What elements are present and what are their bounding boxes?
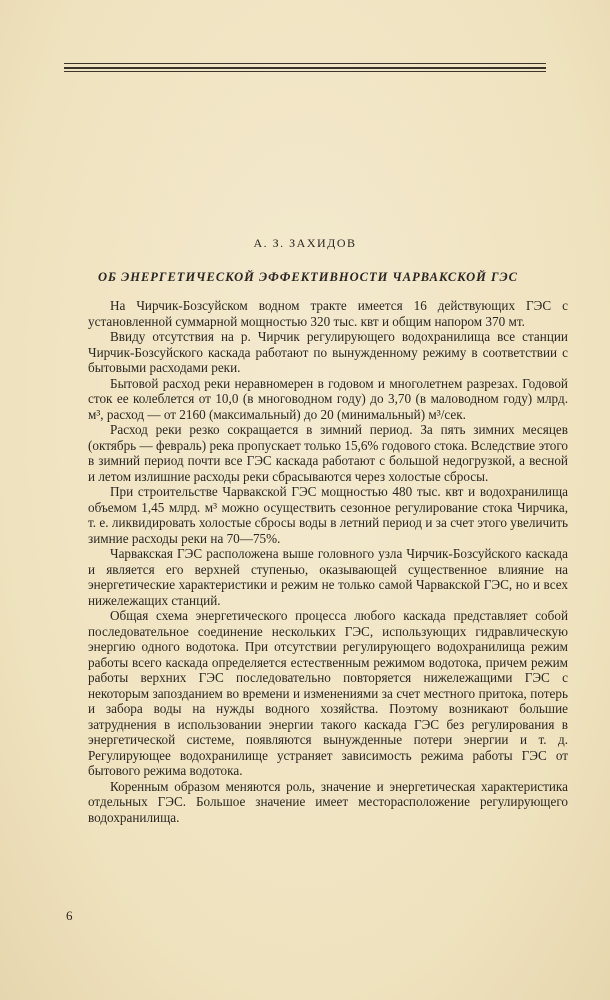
article-title: ОБ ЭНЕРГЕТИЧЕСКОЙ ЭФФЕКТИВНОСТИ ЧАРВАКСКОЙ ГЭС (98, 270, 518, 284)
paragraph: Бытовой расход реки неравномерен в годовом и многолетнем разрезах. Годовой сток ее колеблется от 10,0 (в многоводном году) до 3,70 (в маловодном году) млрд. м³, расход — от 2160 (максимальный) до 20 (минимальный) м³/сек. (88, 375, 568, 422)
paragraph: При строительстве Чарвакской ГЭС мощностью 480 тыс. квт и водохранилища объемом 1,45 млрд. м³ можно осуществить сезонное регулирование стока Чирчика, т. е. ликвидировать холостые сбросы воды в летний период и за счет этого увеличить зимние расходы реки на 70—75%. (88, 484, 568, 546)
paragraph: Расход реки резко сокращается в зимний период. За пять зимних месяцев (октябрь — февраль) река пропускает только 15,6% годового стока. Вследствие этого в зимний период почти все ГЭС каскада работают с большой недогрузкой, а весной и летом излишние расходы реки сбрасываются через холостые сбросы. (88, 422, 568, 484)
top-rule-lower (64, 71, 546, 72)
page-number: 6 (66, 908, 73, 923)
paragraph: Ввиду отсутствия на р. Чирчик регулирующего водохранилища все станции Чирчик-Бозсуйского каскада работают по вынужденному режиму в соответствии с бытовыми расходами реки. (88, 329, 568, 375)
paragraph: Общая схема энергетического процесса любого каскада представляет собой последовательное соединение нескольких ГЭС, использующих гидравлическую энергию одного водотока. При отсутствии регулирующего водохранилища режим работы всего каскада определяется естественным режимом водотока, причем режим работы верхних ГЭС последовательно повторяется нижележащими ГЭС с некоторым запозданием во времени и изменениями за счет местного притока, потерь и забора воды на нужды водного хозяйства. Поэтому возникают большие затруднения в использовании энергии такого каскада ГЭС без регулирования в энергетической системе, появляются вынужденные потери энергии и т. д. Регулирующее водохранилище устраняет зависимость режима работы ГЭС от бытового режима водотока. (88, 608, 568, 778)
paragraph: На Чирчик-Бозсуйском водном тракте имеется 16 действующих ГЭС с установленной суммарной мощностью 320 тыс. квт и общим напором 370 мт. (88, 298, 568, 329)
author: А. З. ЗАХИДОВ (253, 236, 357, 250)
top-rule-thick (64, 67, 546, 69)
paragraph: Чарвакская ГЭС расположена выше головного узла Чирчик-Бозсуйского каскада и является его верхней ступенью, оказывающей существенное влияние на энергетические характеристики и режим не только самой Чарвакской ГЭС, но и всех нижележащих станций. (88, 546, 568, 608)
paragraph: Коренным образом меняются роль, значение и энергетическая характеристика отдельных ГЭС. Большое значение имеет месторасположение регулирующего водохранилища. (88, 778, 568, 825)
article-body (88, 298, 568, 825)
top-rule (64, 63, 546, 64)
